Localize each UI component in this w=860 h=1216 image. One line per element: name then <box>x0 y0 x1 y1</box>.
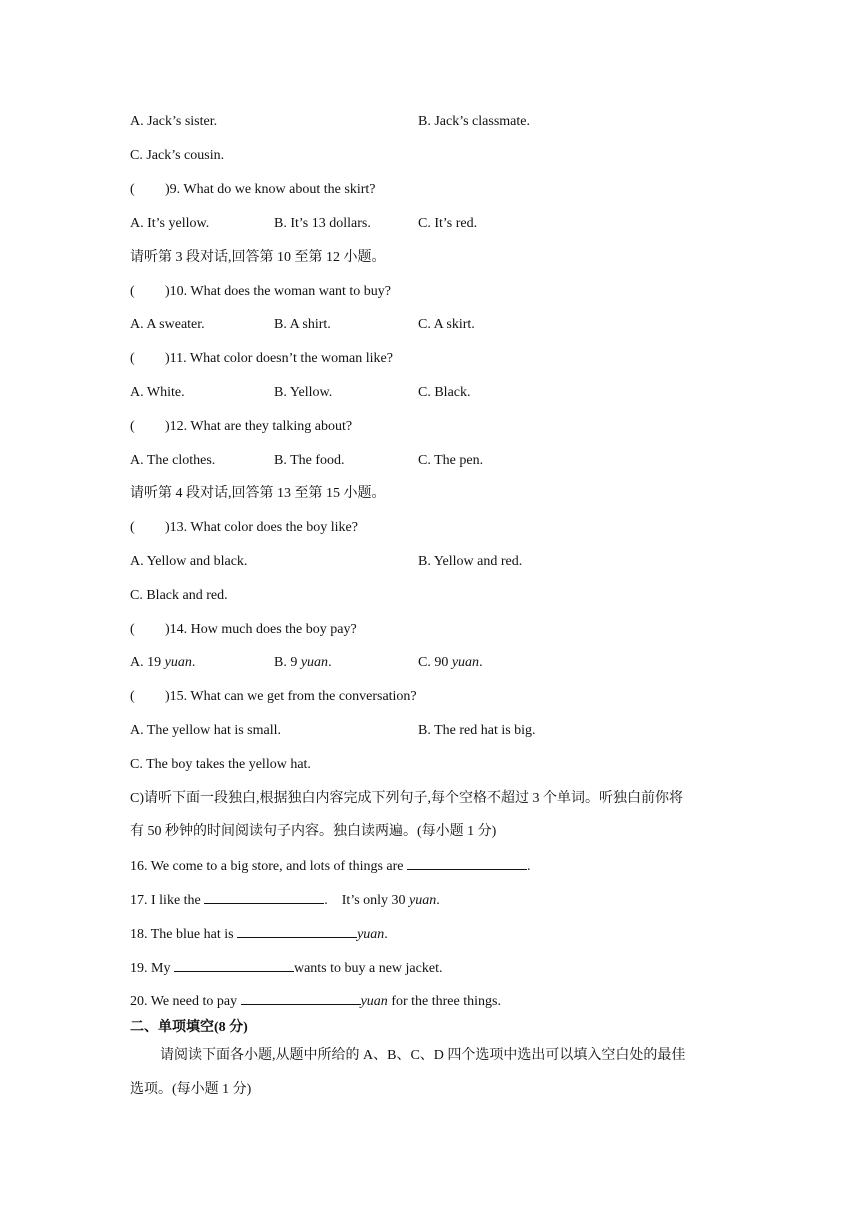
fill-q20: 20. We need to pay yuan for the three things. <box>130 994 501 1009</box>
q14-answer-paren: ( <box>130 622 135 637</box>
q12-option-c: C. The pen. <box>418 453 484 468</box>
q9-answer-paren: ( <box>130 182 135 197</box>
q10-answer-paren: ( <box>130 284 135 299</box>
q10-option-a: A. A sweater. <box>130 317 205 332</box>
fill-q17: 17. I like the . It’s only 30 yuan. <box>130 893 440 908</box>
q10-option-b: B. A shirt. <box>274 317 331 332</box>
q10-option-c: C. A skirt. <box>418 317 475 332</box>
q8-option-b: B. Jack’s classmate. <box>418 114 530 129</box>
part-2-instruction-line2: 选项。(每小题 1 分) <box>130 1082 252 1097</box>
dialogue-3-instruction: 请听第 3 段对话,回答第 10 至第 12 小题。 <box>130 250 386 265</box>
q11-option-b: B. Yellow. <box>274 385 333 400</box>
q9-question: )9. What do we know about the skirt? <box>165 182 376 197</box>
q13-option-a: A. Yellow and black. <box>130 554 248 569</box>
q11-option-a: A. White. <box>130 385 185 400</box>
q20-blank[interactable] <box>241 992 361 1005</box>
q12-option-a: A. The clothes. <box>130 453 216 468</box>
q11-question: )11. What color doesn’t the woman like? <box>165 351 393 366</box>
q15-question: )15. What can we get from the conversation? <box>165 689 417 704</box>
q14-question: )14. How much does the boy pay? <box>165 622 357 637</box>
dialogue-4-instruction: 请听第 4 段对话,回答第 13 至第 15 小题。 <box>130 486 386 501</box>
q12-answer-paren: ( <box>130 419 135 434</box>
q12-option-b: B. The food. <box>274 453 345 468</box>
fill-q16: 16. We come to a big store, and lots of things are . <box>130 859 531 874</box>
section-c-instruction-line1: C)请听下面一段独白,根据独白内容完成下列句子,每个空格不超过 3 个单词。听独白前你将 <box>130 791 683 806</box>
q13-option-b: B. Yellow and red. <box>418 554 523 569</box>
q13-answer-paren: ( <box>130 520 135 535</box>
fill-q18: 18. The blue hat is yuan. <box>130 927 388 942</box>
q11-answer-paren: ( <box>130 351 135 366</box>
q9-option-b: B. It’s 13 dollars. <box>274 216 371 231</box>
q14-option-b: B. 9 yuan. <box>274 655 332 670</box>
q15-answer-paren: ( <box>130 689 135 704</box>
q13-question: )13. What color does the boy like? <box>165 520 358 535</box>
q15-option-c: C. The boy takes the yellow hat. <box>130 757 311 772</box>
q14-option-a: A. 19 yuan. <box>130 655 196 670</box>
q14-option-c: C. 90 yuan. <box>418 655 483 670</box>
q9-option-c: C. It’s red. <box>418 216 478 231</box>
q13-option-c: C. Black and red. <box>130 588 228 603</box>
part-2-heading: 二、单项填空(8 分) <box>130 1020 248 1035</box>
section-c-instruction-line2: 有 50 秒钟的时间阅读句子内容。独白读两遍。(每小题 1 分) <box>130 824 497 839</box>
q10-question: )10. What does the woman want to buy? <box>165 284 392 299</box>
q12-question: )12. What are they talking about? <box>165 419 353 434</box>
q8-option-c: C. Jack’s cousin. <box>130 148 225 163</box>
q16-blank[interactable] <box>407 857 527 870</box>
q9-option-a: A. It’s yellow. <box>130 216 210 231</box>
q15-option-b: B. The red hat is big. <box>418 723 536 738</box>
q15-option-a: A. The yellow hat is small. <box>130 723 281 738</box>
q19-blank[interactable] <box>174 959 294 972</box>
q8-option-a: A. Jack’s sister. <box>130 114 218 129</box>
q17-blank[interactable] <box>204 891 324 904</box>
q11-option-c: C. Black. <box>418 385 471 400</box>
part-2-instruction-line1: 请阅读下面各小题,从题中所给的 A、B、C、D 四个选项中选出可以填入空白处的最佳 <box>160 1048 686 1063</box>
fill-q19: 19. My wants to buy a new jacket. <box>130 961 443 976</box>
q18-blank[interactable] <box>237 925 357 938</box>
